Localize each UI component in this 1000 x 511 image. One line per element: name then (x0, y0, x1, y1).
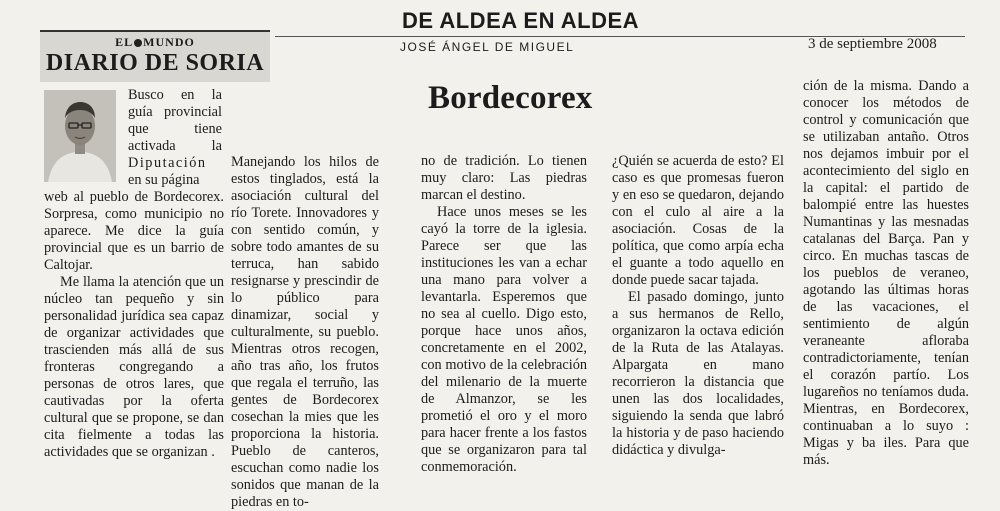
column-1-wrap-text: Busco en la guía provincial que tiene activada la Diputación en su página (128, 87, 222, 188)
column-3-text (421, 153, 587, 476)
masthead (40, 30, 270, 82)
paragraph: ¿Quién se acuerda de esto? El caso es que promesas fueron y en eso se quedaron, dejando con el culo al aire a la asociación. Cosas de la política, que como arpía echa el guante a todo aquello en donde puede sacar tajada. (612, 153, 784, 288)
column-4-text (612, 153, 784, 459)
paragraph: Me llama la atención que un núcleo tan pequeño y sin personalidad jurídica sea capaz de organizar actividades que trascienden más allá de sus fronteras congregando a personas de otros lares, que cautivadas por la oferta cultural que se propone, se dan cita fielmente a todas las actividades que se organizan . (44, 274, 224, 460)
paragraph: Manejando los hilos de estos tinglados, está la asociación cultural del río Torete. Innovadores y con sentido común, y sobre todo amantes de su terruca, han sabido resignarse y prescindir de lo público para dinamizar, social y culturalmente, su pueblo. Mientras otros recogen, año tras año, los frutos que regala el terruño, las gentes de Bordecorex cosechan la mies que les proporciona la historia. Pueblo de canteros, escuchan como nadie los sonidos que manan de la piedras en to- (231, 154, 379, 510)
publication-date: 3 de septiembre 2008 (808, 36, 937, 52)
paragraph: El pasado domingo, junto a sus hermanos de Rello, organizaron la octava edición de la Ruta de las Atalayas. Alpargata en mano recorrieron la distancia que unen las dos localidades, siguiendo la senda que labró la historia y de paso haciendo didáctica y divulga- (612, 289, 784, 458)
paper-name: DIARIO DE SORIA (45, 50, 265, 76)
paragraph: no de tradición. Lo tienen muy claro: Las piedras marcan el destino. (421, 153, 587, 203)
author-byline: JOSÉ ÁNGEL DE MIGUEL (400, 40, 575, 54)
portrait-graphic (44, 90, 116, 182)
article-headline: Bordecorex (428, 80, 593, 116)
section-title: DE ALDEA EN ALDEA (402, 8, 640, 33)
author-portrait-icon (44, 90, 116, 182)
column-2-text (231, 154, 379, 511)
paragraph: ción de la misma. Dando a conocer los métodos de control y comunicación que se utilizaban antaño. Otros nos dejamos imbuir por el acontecimiento del siglo en la capital: el partido de balompié entre las huestes Numantinas y las mesnadas catalanas del Barça. Pan y circo. En muchas tascas de los pueblos de veraneo, agotando las últimas horas de las vacaciones, el sentimiento de algún veraneante afloraba contradictoriamente, tenían el corazón partío. Los lugareños no teníamos duda. Mientras, en Bordecorex, continuaban a lo suyo : Migas y ba iles. Para que más. (803, 78, 969, 468)
paragraph: Hace unos meses se les cayó la torre de la iglesia. Parece ser que las instituciones les van a echar una mano para volver a levantarla. Esperemos que no sea al cuello. Digo esto, porque hace unos años, concretamente en el 2002, con motivo de la celebración del milenario de la muerte de Almanzor, se les prometió el oro y el moro para hacer frente a los fastos que se organizaron para tal conmemoración. (421, 204, 587, 475)
column-1-text (44, 189, 224, 461)
column-5-text (803, 78, 969, 469)
brand-globe-icon (134, 39, 142, 47)
paragraph: web al pueblo de Bordecorex. Sorpresa, como municipio no aparece. Me dice la guía provincial que es un barrio de Caltojar. (44, 189, 224, 273)
brand-logo: EL MUNDO (115, 35, 195, 49)
